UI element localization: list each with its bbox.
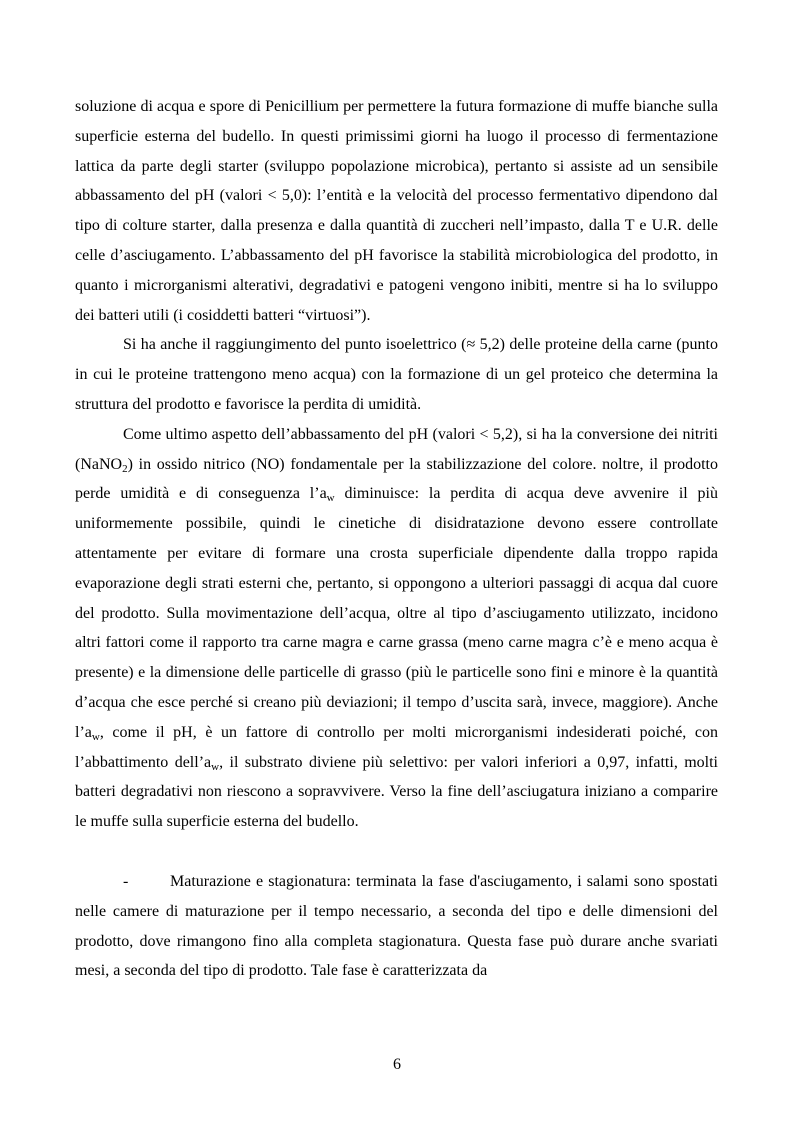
paragraph-3-text-2: ) in ossido nitrico (NO) fondamentale per la stabilizzazione del colore. noltre, il prodotto perde umidità e di conseguenza l’a bbox=[75, 455, 718, 503]
document-page bbox=[75, 92, 718, 986]
subscript-w: w bbox=[211, 760, 220, 773]
paragraph-3 bbox=[75, 420, 718, 837]
paragraph-3-text-4: , come il pH, è un fattore di controllo per molti microrganismi indesiderati poiché, con l’abbattimento dell’a bbox=[75, 723, 718, 771]
subscript-2: 2 bbox=[122, 462, 128, 475]
page-number: 6 bbox=[393, 1056, 401, 1073]
subscript-w: w bbox=[326, 492, 335, 505]
bullet-text: Maturazione e stagionatura: terminata la fase d'asciugamento, i salami sono spostati nelle camere di maturazione per il tempo necessario, a seconda del tipo e delle dimensioni del prodotto, dove rimangono fino alla completa stagionatura. Questa fase può durare anche svariati mesi, a seconda del tipo di prodotto. Tale fase è caratterizzata da bbox=[75, 872, 718, 980]
subscript-w: w bbox=[91, 730, 100, 743]
paragraph-1: soluzione di acqua e spore di Penicillium per permettere la futura formazione di muffe bianche sulla superficie esterna del budello. In questi primissimi giorni ha luogo il processo di fermentazione lattica da parte degli starter (sviluppo popolazione microbica), pertanto si assiste ad un sensibile abbassamento del pH (valori < 5,0): l’entità e la velocità del processo fermentativo dipendono dal tipo di colture starter, dalla presenza e dalla quantità di zuccheri nell’impasto, dalla T e U.R. delle celle d’asciugamento. L’abbassamento del pH favorisce la stabilità microbiologica del prodotto, in quanto i microrganismi alterativi, degradativi e patogeni vengono inibiti, mentre si ha lo sviluppo dei batteri utili (i cosiddetti batteri “virtuosi”). bbox=[75, 98, 718, 324]
paragraph-3-text-1: Come ultimo aspetto dell’abbassamento del pH (valori < 5,2), si ha la conversione dei nitriti (NaNO bbox=[75, 425, 718, 473]
paragraph-gap bbox=[75, 837, 718, 867]
paragraph-2: Si ha anche il raggiungimento del punto isoelettrico (≈ 5,2) delle proteine della carne (punto in cui le proteine trattengono meno acqua) con la formazione di un gel proteico che determina la struttura del prodotto e favorisce la perdita di umidità. bbox=[75, 336, 718, 413]
bullet-item-maturazione bbox=[75, 867, 718, 986]
paragraph-3-text-5: , il substrato diviene più selettivo: per valori inferiori a 0,97, infatti, molti batteri degradativi non riescono a sopravvivere. Verso la fine dell’asciugatura iniziano a comparire le muffe sulla superficie esterna del budello. bbox=[75, 753, 719, 831]
paragraph-3-text-3: diminuisce: la perdita di acqua deve avvenire il più uniformemente possibile, quindi le cinetiche di disidratazione devono essere controllate attentamente per evitare di formare una crosta superficiale dipendente dalla troppo rapida evaporazione degli strati esterni che, pertanto, si oppongono a ulteriori passaggi di acqua dal cuore del prodotto. Sulla movimentazione dell’acqua, oltre al tipo d’asciugamento utilizzato, incidono altri fattori come il rapporto tra carne magra e carne grassa (meno carne magra c’è e meno acqua è presente) e la dimensione delle particelle di grasso (più le particelle sono fini e minore è la quantità d’acqua che esce perché si creano più deviazioni; il tempo d’uscita sarà, invece, maggiore). Anche l’a bbox=[75, 485, 718, 741]
bullet-dash: - bbox=[123, 872, 129, 890]
